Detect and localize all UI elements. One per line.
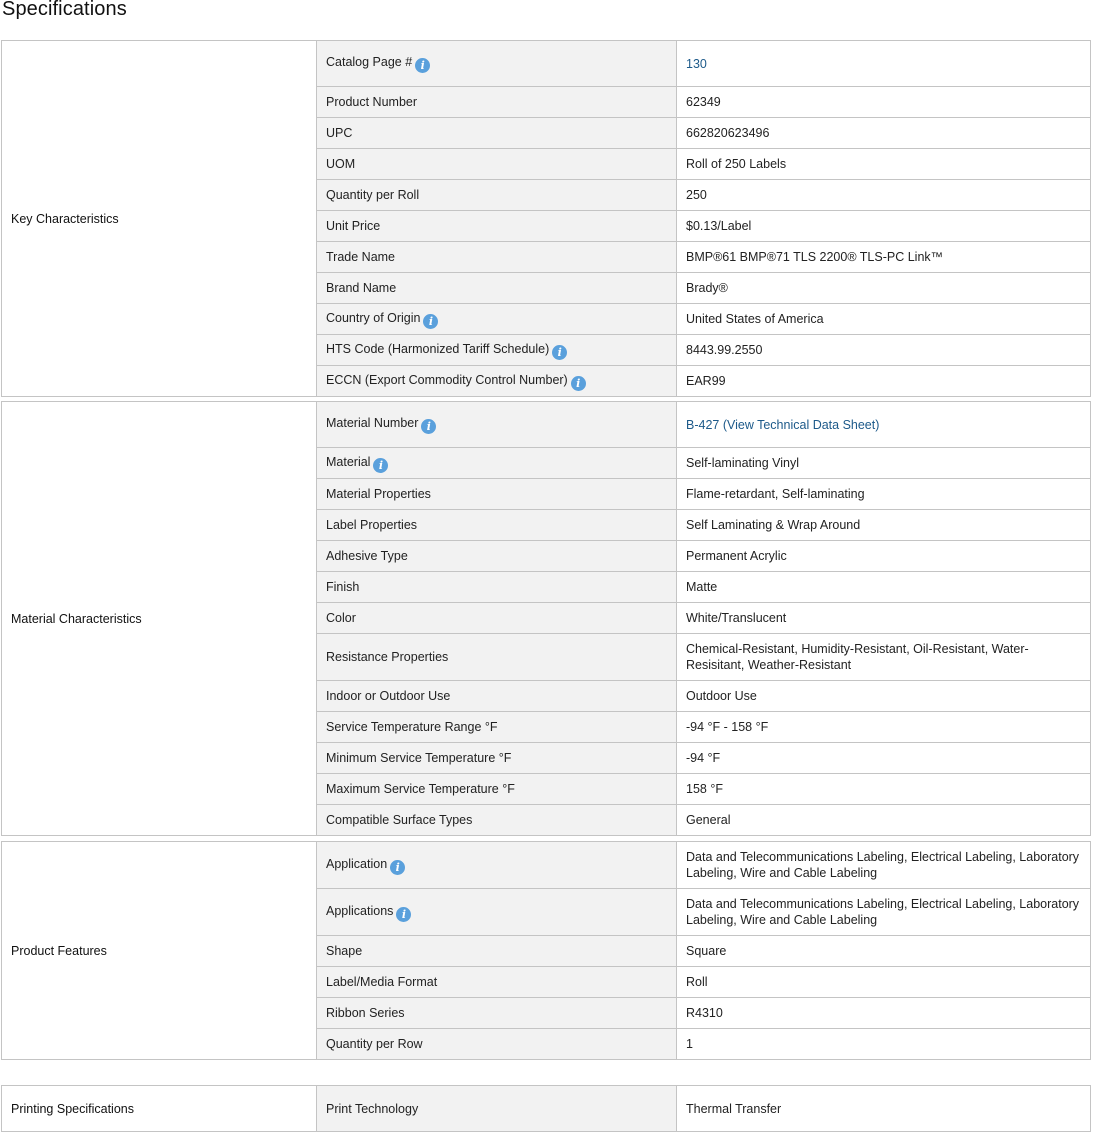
spec-value: 8443.99.2550 — [686, 343, 763, 357]
spec-label-cell — [317, 712, 677, 743]
spec-value-cell — [677, 180, 1091, 211]
spec-value: Matte — [686, 580, 718, 594]
spec-value: Self Laminating & Wrap Around — [686, 518, 861, 532]
spec-value-cell — [677, 681, 1091, 712]
spec-value-cell — [677, 541, 1091, 572]
spec-value-cell — [677, 304, 1091, 335]
spec-label: Color — [326, 611, 356, 625]
spec-value-cell — [677, 1029, 1091, 1060]
spec-label: Service Temperature Range °F — [326, 720, 498, 734]
spec-value-cell — [677, 510, 1091, 541]
spec-value: Thermal Transfer — [686, 1101, 782, 1116]
info-icon[interactable]: i — [421, 419, 436, 434]
spec-value: Roll — [686, 975, 708, 989]
spec-label: Brand Name — [326, 281, 397, 295]
info-icon[interactable]: i — [571, 376, 586, 391]
spec-label: Print Technology — [326, 1101, 419, 1116]
info-icon[interactable]: i — [396, 907, 411, 922]
spec-value-cell — [677, 1086, 1091, 1132]
spec-label: Trade Name — [326, 250, 396, 264]
spec-value: -94 °F — [686, 751, 721, 765]
spec-label: Shape — [326, 944, 363, 958]
spec-label-cell — [317, 967, 677, 998]
info-icon[interactable]: i — [552, 345, 567, 360]
spec-value-cell — [677, 211, 1091, 242]
spec-label: UPC — [326, 126, 353, 140]
spec-value: Self-laminating Vinyl — [686, 456, 800, 470]
spec-label-cell — [317, 242, 677, 273]
spec-label: Resistance Properties — [326, 650, 449, 664]
spec-value-link[interactable]: 130 — [686, 56, 707, 71]
spec-label-cell — [317, 479, 677, 510]
spec-label: Application — [326, 856, 388, 871]
spec-value: Data and Telecommunications Labeling, Electrical Labeling, Laboratory Labeling, Wire and Cable Labeling — [686, 850, 1080, 880]
spec-value-cell — [677, 41, 1091, 87]
spec-value: BMP®61 BMP®71 TLS 2200® TLS-PC Link™ — [686, 250, 944, 264]
spec-label-cell — [317, 41, 677, 87]
spec-label-cell — [317, 603, 677, 634]
spec-value: EAR99 — [686, 374, 726, 388]
spec-label: Applications — [326, 903, 394, 918]
spec-label: ECCN (Export Commodity Control Number) — [326, 372, 568, 387]
table-row — [2, 41, 1091, 87]
spec-label: Material — [326, 454, 371, 469]
section-title: Printing Specifications — [2, 1086, 317, 1132]
spec-label: Catalog Page # — [326, 55, 413, 69]
spec-value-cell — [677, 842, 1091, 889]
spec-table-key-characteristics — [1, 40, 1091, 397]
spec-value: Roll of 250 Labels — [686, 157, 787, 171]
section-title: Key Characteristics — [2, 41, 317, 397]
spec-label: Indoor or Outdoor Use — [326, 689, 451, 703]
spec-label-cell — [317, 889, 677, 936]
spec-value: Flame-retardant, Self-laminating — [686, 487, 865, 501]
spec-value: $0.13/Label — [686, 219, 752, 233]
spec-value-cell — [677, 936, 1091, 967]
spec-label-cell — [317, 149, 677, 180]
spec-value: Data and Telecommunications Labeling, Electrical Labeling, Laboratory Labeling, Wire and Cable Labeling — [686, 897, 1080, 927]
spec-value-cell — [677, 712, 1091, 743]
spec-value-cell — [677, 273, 1091, 304]
page-title: Specifications — [2, 0, 127, 20]
spec-label-cell — [317, 87, 677, 118]
table-row — [2, 842, 1091, 889]
spec-value-cell — [677, 889, 1091, 936]
spec-label-cell — [317, 211, 677, 242]
spec-value: United States of America — [686, 312, 824, 326]
spec-label-cell — [317, 1029, 677, 1060]
spec-label-cell — [317, 118, 677, 149]
spec-label: Quantity per Row — [326, 1037, 423, 1051]
spec-value: 662820623496 — [686, 126, 770, 140]
spec-label-cell — [317, 273, 677, 304]
spec-label: Label/Media Format — [326, 975, 438, 989]
spec-label: Finish — [326, 580, 360, 594]
spec-value: R4310 — [686, 1006, 723, 1020]
spec-value: 62349 — [686, 95, 721, 109]
spec-label-cell — [317, 572, 677, 603]
spec-label-cell — [317, 366, 677, 397]
spec-table-material-characteristics — [1, 401, 1091, 836]
spec-value-cell — [677, 967, 1091, 998]
spec-label-cell — [317, 335, 677, 366]
spec-label: Unit Price — [326, 219, 381, 233]
spec-value-cell — [677, 479, 1091, 510]
spec-value: 250 — [686, 188, 707, 202]
spec-label-cell — [317, 842, 677, 889]
spec-value: Outdoor Use — [686, 689, 757, 703]
spec-label-cell — [317, 304, 677, 335]
spec-value: 158 °F — [686, 782, 723, 796]
spec-label-cell — [317, 681, 677, 712]
spec-label-cell — [317, 634, 677, 681]
spec-label: Minimum Service Temperature °F — [326, 751, 512, 765]
spec-label: Adhesive Type — [326, 549, 408, 563]
spec-label: UOM — [326, 157, 356, 171]
spec-label-cell — [317, 774, 677, 805]
spec-value-cell — [677, 335, 1091, 366]
spec-value: General — [686, 813, 731, 827]
spec-value-cell — [677, 149, 1091, 180]
info-icon[interactable]: i — [423, 314, 438, 329]
spec-value-cell — [677, 366, 1091, 397]
spec-label-cell — [317, 936, 677, 967]
spec-label: Material Number — [326, 416, 419, 430]
spec-label: Label Properties — [326, 518, 418, 532]
section-title: Material Characteristics — [2, 402, 317, 836]
spec-value: 1 — [686, 1037, 693, 1051]
spec-value: Square — [686, 944, 727, 958]
spec-value-cell — [677, 998, 1091, 1029]
spec-label-cell — [317, 402, 677, 448]
spec-table-printing-specifications — [1, 1085, 1091, 1132]
spec-label-cell — [317, 180, 677, 211]
spec-label-cell — [317, 998, 677, 1029]
spec-label: Compatible Surface Types — [326, 813, 473, 827]
spec-value-cell — [677, 805, 1091, 836]
spec-value-cell — [677, 448, 1091, 479]
spec-value: White/Translucent — [686, 611, 787, 625]
table-row — [2, 1086, 1091, 1132]
info-icon[interactable]: i — [390, 860, 405, 875]
spec-label-cell — [317, 510, 677, 541]
info-icon[interactable]: i — [415, 58, 430, 73]
spec-label: Quantity per Roll — [326, 188, 420, 202]
spec-value-cell — [677, 87, 1091, 118]
spec-value-cell — [677, 743, 1091, 774]
spec-value-link[interactable]: B-427 (View Technical Data Sheet) — [686, 417, 880, 432]
table-row — [2, 402, 1091, 448]
spec-value-cell — [677, 118, 1091, 149]
spec-value-cell — [677, 634, 1091, 681]
spec-value: Permanent Acrylic — [686, 549, 787, 563]
spec-value-cell — [677, 402, 1091, 448]
spec-label: Product Number — [326, 95, 418, 109]
spec-value-cell — [677, 572, 1091, 603]
spec-label: Material Properties — [326, 487, 431, 501]
spec-label-cell — [317, 1086, 677, 1132]
spec-value-cell — [677, 603, 1091, 634]
spec-value: -94 °F - 158 °F — [686, 720, 769, 734]
info-icon[interactable]: i — [373, 458, 388, 473]
spec-label: HTS Code (Harmonized Tariff Schedule) — [326, 341, 550, 356]
spec-label: Country of Origin — [326, 310, 421, 325]
spec-label-cell — [317, 805, 677, 836]
spec-label-cell — [317, 743, 677, 774]
spec-table-product-features — [1, 841, 1091, 1060]
spec-value: Chemical-Resistant, Humidity-Resistant, Oil-Resistant, Water-Resisitant, Weather-Resistant — [686, 642, 1029, 672]
spec-value-cell — [677, 774, 1091, 805]
spec-value: Brady® — [686, 281, 728, 295]
spec-label: Ribbon Series — [326, 1006, 405, 1020]
spec-label-cell — [317, 541, 677, 572]
spec-label: Maximum Service Temperature °F — [326, 782, 515, 796]
section-title: Product Features — [2, 842, 317, 1060]
spec-value-cell — [677, 242, 1091, 273]
spec-label-cell — [317, 448, 677, 479]
